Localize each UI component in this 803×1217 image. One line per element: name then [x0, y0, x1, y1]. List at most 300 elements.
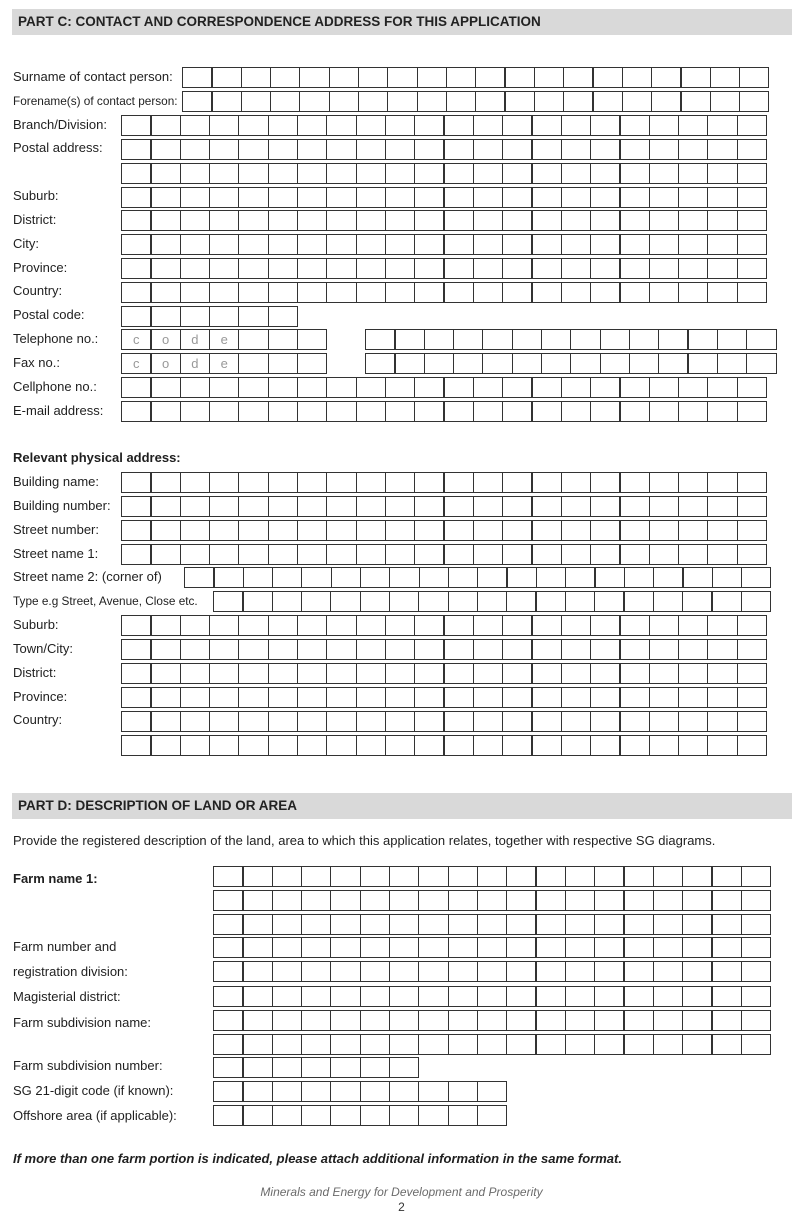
char-box[interactable] — [385, 520, 416, 541]
char-box[interactable] — [356, 639, 387, 660]
char-box[interactable] — [385, 639, 416, 660]
char-box[interactable] — [502, 234, 533, 255]
char-box[interactable] — [209, 306, 240, 327]
char-box[interactable] — [653, 567, 684, 588]
char-box[interactable] — [418, 1081, 449, 1102]
char-box[interactable] — [326, 187, 357, 208]
char-box[interactable] — [268, 615, 299, 636]
char-box[interactable] — [531, 234, 562, 255]
char-box[interactable] — [531, 639, 562, 660]
char-box[interactable] — [561, 711, 592, 732]
char-box[interactable] — [590, 544, 621, 565]
char-box[interactable] — [238, 163, 269, 184]
char-box[interactable] — [443, 544, 474, 565]
char-box[interactable] — [360, 1081, 391, 1102]
char-box[interactable] — [473, 163, 504, 184]
char-box[interactable] — [297, 663, 328, 684]
char-box[interactable] — [592, 67, 623, 88]
char-box[interactable] — [502, 615, 533, 636]
char-box[interactable] — [121, 639, 152, 660]
char-box[interactable] — [180, 163, 211, 184]
char-box[interactable] — [565, 866, 596, 887]
char-box[interactable] — [356, 139, 387, 160]
char-box[interactable]: o — [150, 329, 181, 350]
char-box[interactable] — [592, 91, 623, 112]
char-box[interactable] — [297, 329, 328, 350]
char-box[interactable] — [653, 961, 684, 982]
char-box[interactable] — [453, 329, 484, 350]
char-box[interactable] — [443, 639, 474, 660]
char-box[interactable] — [150, 735, 181, 756]
char-box[interactable] — [541, 353, 572, 374]
char-box[interactable] — [448, 937, 479, 958]
char-box[interactable] — [619, 544, 650, 565]
char-box[interactable] — [531, 210, 562, 231]
char-box[interactable] — [270, 67, 301, 88]
char-box[interactable] — [473, 711, 504, 732]
char-box[interactable] — [737, 639, 768, 660]
char-box[interactable] — [272, 1081, 303, 1102]
char-box[interactable] — [561, 258, 592, 279]
char-box[interactable] — [241, 91, 272, 112]
char-box[interactable] — [473, 377, 504, 398]
char-box[interactable] — [531, 544, 562, 565]
char-box[interactable] — [590, 258, 621, 279]
char-box[interactable] — [418, 591, 449, 612]
char-box[interactable] — [213, 986, 244, 1007]
char-box[interactable] — [272, 591, 303, 612]
char-box[interactable] — [477, 567, 508, 588]
char-box[interactable] — [590, 472, 621, 493]
char-box[interactable] — [590, 139, 621, 160]
char-box[interactable] — [711, 1010, 742, 1031]
char-box[interactable] — [649, 210, 680, 231]
char-box[interactable] — [737, 163, 768, 184]
char-box[interactable] — [385, 687, 416, 708]
char-box[interactable] — [561, 210, 592, 231]
char-box[interactable] — [502, 210, 533, 231]
char-box[interactable] — [649, 115, 680, 136]
char-box[interactable] — [389, 591, 420, 612]
char-box[interactable] — [711, 937, 742, 958]
char-box[interactable] — [238, 735, 269, 756]
char-box[interactable] — [561, 234, 592, 255]
char-box[interactable] — [414, 139, 445, 160]
char-box[interactable] — [737, 735, 768, 756]
char-box[interactable] — [504, 67, 535, 88]
char-box[interactable] — [531, 258, 562, 279]
char-box[interactable] — [531, 711, 562, 732]
char-box[interactable] — [356, 496, 387, 517]
char-box[interactable] — [741, 914, 772, 935]
char-box[interactable] — [741, 591, 772, 612]
char-box[interactable] — [565, 986, 596, 1007]
char-box[interactable] — [473, 115, 504, 136]
char-box[interactable] — [180, 234, 211, 255]
char-box[interactable] — [737, 282, 768, 303]
char-box[interactable] — [213, 1010, 244, 1031]
char-box[interactable] — [678, 258, 709, 279]
char-box[interactable] — [326, 282, 357, 303]
char-box[interactable] — [506, 986, 537, 1007]
char-box[interactable] — [594, 914, 625, 935]
char-box[interactable] — [150, 187, 181, 208]
char-box[interactable] — [619, 735, 650, 756]
char-box[interactable] — [418, 914, 449, 935]
char-box[interactable] — [649, 663, 680, 684]
char-box[interactable] — [448, 986, 479, 1007]
char-box[interactable] — [272, 567, 303, 588]
char-box[interactable] — [121, 496, 152, 517]
char-box[interactable] — [301, 914, 332, 935]
char-box[interactable] — [448, 961, 479, 982]
char-box[interactable] — [121, 735, 152, 756]
char-box[interactable] — [272, 961, 303, 982]
char-box[interactable] — [242, 986, 273, 1007]
char-box[interactable] — [678, 615, 709, 636]
char-box[interactable] — [502, 282, 533, 303]
char-box[interactable] — [707, 115, 738, 136]
char-box[interactable] — [707, 615, 738, 636]
char-box[interactable] — [649, 163, 680, 184]
char-box[interactable] — [121, 401, 152, 422]
char-box[interactable] — [565, 937, 596, 958]
char-box[interactable] — [238, 615, 269, 636]
char-box[interactable] — [360, 1057, 391, 1078]
char-box[interactable] — [678, 496, 709, 517]
char-box[interactable] — [356, 544, 387, 565]
char-box[interactable] — [180, 663, 211, 684]
char-box[interactable] — [482, 329, 513, 350]
char-box[interactable] — [707, 663, 738, 684]
char-box[interactable] — [477, 1081, 508, 1102]
char-box[interactable] — [418, 986, 449, 1007]
char-box[interactable] — [619, 234, 650, 255]
char-box[interactable] — [707, 544, 738, 565]
char-box[interactable] — [561, 496, 592, 517]
char-box[interactable] — [443, 496, 474, 517]
char-box[interactable] — [414, 163, 445, 184]
char-box[interactable] — [356, 687, 387, 708]
char-box[interactable] — [475, 91, 506, 112]
char-box[interactable] — [707, 711, 738, 732]
char-box[interactable] — [678, 735, 709, 756]
char-box[interactable] — [534, 91, 565, 112]
char-box[interactable] — [268, 329, 299, 350]
char-box[interactable] — [389, 1105, 420, 1126]
char-box[interactable] — [535, 866, 566, 887]
char-box[interactable] — [502, 663, 533, 684]
char-box[interactable] — [565, 961, 596, 982]
char-box[interactable] — [238, 520, 269, 541]
char-box[interactable] — [649, 234, 680, 255]
char-box[interactable] — [448, 1010, 479, 1031]
char-box[interactable] — [710, 91, 741, 112]
char-box[interactable] — [590, 687, 621, 708]
char-box[interactable] — [418, 1034, 449, 1055]
char-box[interactable] — [418, 1010, 449, 1031]
char-box[interactable] — [150, 496, 181, 517]
char-box[interactable] — [443, 163, 474, 184]
char-box[interactable] — [711, 1034, 742, 1055]
char-box[interactable] — [356, 472, 387, 493]
char-box[interactable] — [356, 258, 387, 279]
char-box[interactable] — [619, 401, 650, 422]
char-box[interactable] — [385, 711, 416, 732]
char-box[interactable] — [477, 890, 508, 911]
char-box[interactable] — [629, 329, 660, 350]
char-box[interactable] — [565, 890, 596, 911]
char-box[interactable] — [238, 234, 269, 255]
char-box[interactable] — [418, 866, 449, 887]
char-box[interactable] — [121, 377, 152, 398]
char-box[interactable] — [299, 67, 330, 88]
char-box[interactable] — [356, 401, 387, 422]
char-box[interactable] — [268, 663, 299, 684]
char-box[interactable] — [561, 187, 592, 208]
char-box[interactable] — [209, 735, 240, 756]
char-box[interactable] — [448, 866, 479, 887]
char-box[interactable] — [561, 520, 592, 541]
char-box[interactable] — [387, 67, 418, 88]
char-box[interactable] — [356, 282, 387, 303]
char-box[interactable] — [272, 914, 303, 935]
char-box[interactable] — [180, 520, 211, 541]
char-box[interactable] — [150, 258, 181, 279]
char-box[interactable] — [623, 1034, 654, 1055]
char-box[interactable] — [414, 234, 445, 255]
char-box[interactable] — [443, 472, 474, 493]
char-box[interactable] — [678, 711, 709, 732]
char-box[interactable] — [563, 67, 594, 88]
char-box[interactable] — [387, 91, 418, 112]
char-box[interactable] — [600, 329, 631, 350]
char-box[interactable] — [330, 1057, 361, 1078]
char-box[interactable] — [535, 937, 566, 958]
char-box[interactable] — [561, 377, 592, 398]
char-box[interactable] — [678, 163, 709, 184]
char-box[interactable] — [531, 115, 562, 136]
char-box[interactable] — [443, 401, 474, 422]
char-box[interactable] — [653, 890, 684, 911]
char-box[interactable] — [326, 520, 357, 541]
char-box[interactable] — [268, 472, 299, 493]
char-box[interactable] — [707, 496, 738, 517]
char-box[interactable] — [443, 139, 474, 160]
char-box[interactable] — [272, 1034, 303, 1055]
char-box[interactable] — [418, 1105, 449, 1126]
char-box[interactable] — [594, 890, 625, 911]
char-box[interactable] — [270, 91, 301, 112]
char-box[interactable] — [268, 544, 299, 565]
char-box[interactable] — [385, 139, 416, 160]
char-box[interactable] — [301, 591, 332, 612]
char-box[interactable] — [473, 282, 504, 303]
char-box[interactable] — [623, 961, 654, 982]
char-box[interactable] — [678, 139, 709, 160]
char-box[interactable] — [385, 544, 416, 565]
char-box[interactable] — [180, 377, 211, 398]
char-box[interactable] — [418, 961, 449, 982]
char-box[interactable] — [385, 282, 416, 303]
char-box[interactable] — [326, 735, 357, 756]
char-box[interactable] — [180, 711, 211, 732]
char-box[interactable] — [653, 1010, 684, 1031]
char-box[interactable] — [242, 937, 273, 958]
char-box[interactable] — [565, 1034, 596, 1055]
char-box[interactable] — [414, 687, 445, 708]
char-box[interactable] — [297, 401, 328, 422]
char-box[interactable] — [385, 663, 416, 684]
char-box[interactable] — [297, 258, 328, 279]
char-box[interactable] — [242, 591, 273, 612]
char-box[interactable] — [209, 163, 240, 184]
char-box[interactable] — [272, 1057, 303, 1078]
char-box[interactable] — [707, 639, 738, 660]
char-box[interactable] — [150, 711, 181, 732]
char-box[interactable] — [242, 1034, 273, 1055]
char-box[interactable] — [356, 163, 387, 184]
char-box[interactable] — [649, 187, 680, 208]
char-box[interactable] — [180, 187, 211, 208]
char-box[interactable] — [737, 234, 768, 255]
char-box[interactable] — [297, 163, 328, 184]
char-box[interactable] — [512, 329, 543, 350]
char-box[interactable] — [741, 1034, 772, 1055]
char-box[interactable] — [741, 890, 772, 911]
char-box[interactable] — [477, 866, 508, 887]
char-box[interactable]: d — [180, 329, 211, 350]
char-box[interactable] — [301, 890, 332, 911]
char-box[interactable] — [356, 115, 387, 136]
char-box[interactable] — [385, 187, 416, 208]
char-box[interactable] — [150, 615, 181, 636]
char-box[interactable] — [707, 687, 738, 708]
char-box[interactable] — [417, 91, 448, 112]
char-box[interactable] — [590, 520, 621, 541]
char-box[interactable] — [737, 139, 768, 160]
char-box[interactable] — [180, 282, 211, 303]
char-box[interactable] — [238, 711, 269, 732]
char-box[interactable] — [619, 520, 650, 541]
char-box[interactable] — [482, 353, 513, 374]
char-box[interactable] — [150, 472, 181, 493]
char-box[interactable] — [570, 353, 601, 374]
char-box[interactable] — [739, 91, 770, 112]
char-box[interactable] — [209, 139, 240, 160]
char-box[interactable] — [531, 187, 562, 208]
char-box[interactable] — [241, 67, 272, 88]
char-box[interactable] — [389, 1034, 420, 1055]
char-box[interactable] — [561, 282, 592, 303]
char-box[interactable] — [414, 282, 445, 303]
char-box[interactable] — [649, 687, 680, 708]
char-box[interactable] — [678, 544, 709, 565]
char-box[interactable] — [473, 210, 504, 231]
char-box[interactable] — [243, 567, 274, 588]
char-box[interactable] — [565, 914, 596, 935]
char-box[interactable] — [268, 163, 299, 184]
char-box[interactable] — [238, 139, 269, 160]
char-box[interactable] — [535, 1010, 566, 1031]
char-box[interactable] — [649, 401, 680, 422]
char-box[interactable] — [272, 1105, 303, 1126]
char-box[interactable] — [737, 258, 768, 279]
char-box[interactable] — [561, 139, 592, 160]
char-box[interactable] — [180, 115, 211, 136]
char-box[interactable] — [737, 187, 768, 208]
char-box[interactable] — [737, 401, 768, 422]
char-box[interactable] — [649, 139, 680, 160]
char-box[interactable] — [473, 496, 504, 517]
char-box[interactable] — [477, 1105, 508, 1126]
char-box[interactable] — [475, 67, 506, 88]
char-box[interactable] — [418, 890, 449, 911]
char-box[interactable] — [385, 210, 416, 231]
char-box[interactable] — [619, 377, 650, 398]
char-box[interactable] — [473, 615, 504, 636]
char-box[interactable] — [394, 353, 425, 374]
char-box[interactable] — [414, 711, 445, 732]
char-box[interactable] — [150, 663, 181, 684]
char-box[interactable] — [502, 163, 533, 184]
char-box[interactable] — [443, 187, 474, 208]
char-box[interactable] — [506, 567, 537, 588]
char-box[interactable] — [238, 401, 269, 422]
char-box[interactable] — [414, 639, 445, 660]
char-box[interactable] — [594, 1034, 625, 1055]
char-box[interactable] — [531, 163, 562, 184]
char-box[interactable] — [358, 67, 389, 88]
char-box[interactable] — [565, 1010, 596, 1031]
char-box[interactable] — [150, 210, 181, 231]
char-box[interactable] — [213, 591, 244, 612]
char-box[interactable] — [238, 353, 269, 374]
char-box[interactable] — [619, 210, 650, 231]
char-box[interactable] — [535, 890, 566, 911]
char-box[interactable] — [272, 937, 303, 958]
char-box[interactable] — [477, 1010, 508, 1031]
char-box[interactable] — [649, 711, 680, 732]
char-box[interactable] — [737, 544, 768, 565]
char-box[interactable] — [687, 353, 718, 374]
char-box[interactable] — [741, 567, 772, 588]
char-box[interactable] — [184, 567, 215, 588]
char-box[interactable] — [737, 377, 768, 398]
char-box[interactable] — [678, 282, 709, 303]
char-box[interactable] — [360, 986, 391, 1007]
char-box[interactable] — [213, 866, 244, 887]
char-box[interactable] — [619, 711, 650, 732]
char-box[interactable] — [150, 115, 181, 136]
char-box[interactable] — [649, 377, 680, 398]
char-box[interactable] — [394, 329, 425, 350]
char-box[interactable] — [121, 663, 152, 684]
char-box[interactable] — [687, 329, 718, 350]
char-box[interactable] — [209, 401, 240, 422]
char-box[interactable] — [707, 377, 738, 398]
char-box[interactable] — [297, 282, 328, 303]
char-box[interactable] — [356, 615, 387, 636]
char-box[interactable] — [737, 496, 768, 517]
char-box[interactable] — [209, 496, 240, 517]
char-box[interactable] — [680, 91, 711, 112]
char-box[interactable] — [268, 401, 299, 422]
char-box[interactable] — [707, 187, 738, 208]
char-box[interactable] — [180, 544, 211, 565]
char-box[interactable] — [213, 1034, 244, 1055]
char-box[interactable] — [360, 591, 391, 612]
